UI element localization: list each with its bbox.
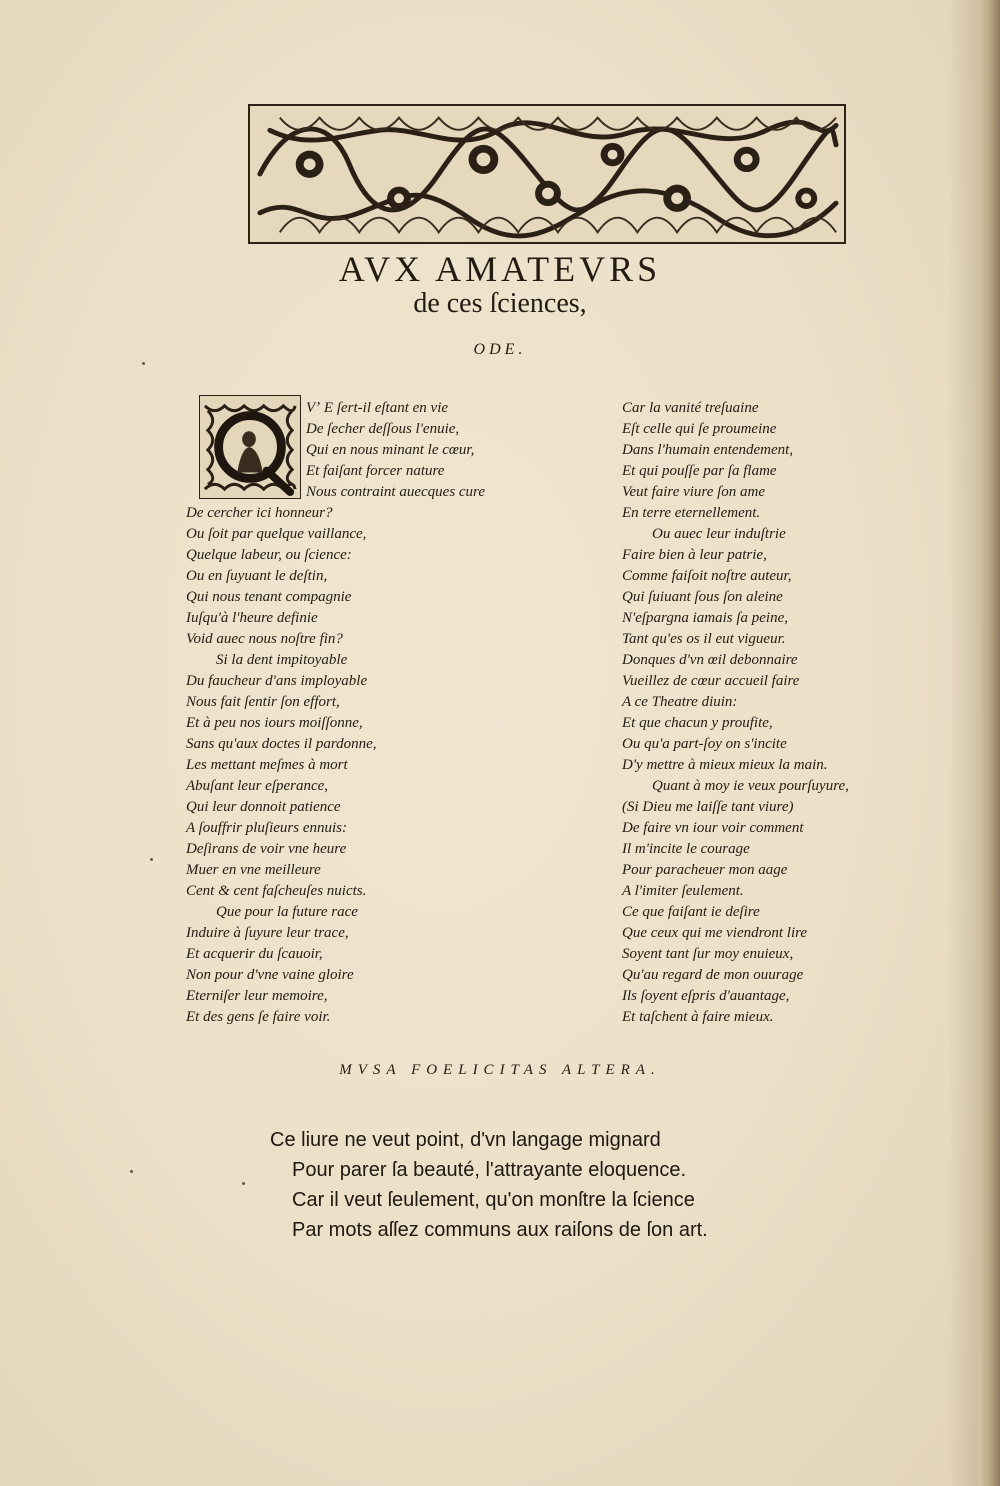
page-title: AVX AMATEVRS (338, 249, 662, 289)
verse-line: Ce liure ne veut point, d'vn langage mignard (270, 1129, 661, 1151)
poem-line: Cent & cent faſcheuſes nuicts. (186, 883, 367, 899)
poem-line: En terre eternellement. (622, 505, 761, 521)
poem-line: Quelque labeur, ou ſcience: (186, 547, 352, 563)
poem-line: Vueillez de cœur accueil faire (622, 673, 800, 689)
poem-line: Ou qu'a part-ſoy on s'incite (622, 736, 787, 752)
poem-line: Abuſant leur eſperance, (186, 778, 329, 794)
ode-label: ODE. (473, 341, 527, 358)
poem-line: Et qui pouſſe par ſa flame (622, 463, 777, 479)
poem-line: A ce Theatre diuin: (622, 694, 738, 710)
poem-line: Nous fait ſentir ſon effort, (186, 694, 340, 710)
poem-line: Ou auec leur induſtrie (652, 526, 786, 542)
poem-line: Que ceux qui me viendront lire (622, 925, 808, 941)
poem-line: N'eſpargna iamais ſa peine, (622, 610, 788, 626)
poem-line: D'y mettre à mieux mieux la main. (622, 757, 828, 773)
poem-line: Qu'au regard de mon ouurage (622, 967, 804, 983)
drop-cap-icon (199, 395, 301, 499)
poem-line: Faire bien à leur patrie, (622, 547, 767, 563)
verse-line: Par mots aſſez communs aux raiſons de ſon art. (292, 1219, 708, 1241)
poem-line: Si la dent impitoyable (216, 652, 348, 668)
ink-speck (150, 858, 153, 861)
poem-line: Dans l'humain entendement, (622, 442, 794, 458)
page-subtitle: de ces ſciences, (413, 288, 587, 319)
poem-line: A ſouffrir pluſieurs ennuis: (186, 820, 347, 836)
poem-line: Vʼ E ſert-il eſtant en vie (306, 400, 449, 416)
verse-line: Pour parer ſa beauté, l'attrayante eloquence. (292, 1159, 687, 1181)
poem-line: Du faucheur d'ans imployable (186, 673, 368, 689)
poem-line: De cercher ici honneur? (186, 505, 333, 521)
poem-line: Il m'incite le courage (622, 841, 750, 857)
poem-line: Iuſqu'à l'heure definie (186, 610, 318, 626)
poem-line: Que pour la future race (216, 904, 358, 920)
poem-line: Eſt celle qui ſe proumeine (622, 421, 777, 437)
poem-line: Soyent tant ſur moy enuieux, (622, 946, 794, 962)
poem-line: Et taſchent à faire mieux. (622, 1009, 774, 1025)
poem-line: Non pour d'vne vaine gloire (186, 967, 354, 983)
poem-line: Nous contraint auecques cure (306, 484, 485, 500)
poem-line: Void auec nous noſtre fin? (186, 631, 343, 647)
poem-line: Les mettant meſmes à mort (186, 757, 348, 773)
poem-line: De faire vn iour voir comment (622, 820, 804, 836)
poem-line: Donques d'vn œil debonnaire (622, 652, 798, 668)
poem-opening-lines (306, 398, 485, 503)
poem-line: Muer en vne meilleure (186, 862, 321, 878)
poem-right-column (622, 398, 849, 1028)
poem-line: Qui nous tenant compagnie (186, 589, 352, 605)
poem-line: Car la vanité treſuaine (622, 400, 759, 416)
latin-motto: MVSA FOELICITAS ALTERA. (339, 1062, 661, 1078)
poem-line: Deſirans de voir vne heure (186, 841, 347, 857)
poem-line: Veut faire viure ſon ame (622, 484, 766, 500)
poem-line: Et que chacun y proufite, (622, 715, 773, 731)
poem-line: Ce que faiſant ie deſire (622, 904, 760, 920)
ornamental-banner-icon (248, 104, 846, 244)
poem-line: Comme faiſoit noſtre auteur, (622, 568, 792, 584)
ink-speck (130, 1170, 133, 1173)
poem-line: Qui en nous minant le cœur, (306, 442, 475, 458)
poem-line: Ils ſoyent eſpris d'auantage, (622, 988, 790, 1004)
poem-line: De ſecher deſſous l'enuie, (306, 421, 460, 437)
poem-line: Et à peu nos iours moiſſonne, (186, 715, 363, 731)
poem-line: Ou ſoit par quelque vaillance, (186, 526, 367, 542)
poem-line: Ou en ſuyuant le deſtin, (186, 568, 328, 584)
poem-line: Qui leur donnoit patience (186, 799, 341, 815)
book-gutter (978, 0, 1000, 1486)
poem-line: A l'imiter ſeulement. (622, 883, 744, 899)
ink-speck (142, 362, 145, 365)
poem-left-column (186, 503, 377, 1028)
poem-line: Quant à moy ie veux pourſuyure, (652, 778, 849, 794)
poem-line: Sans qu'aux doctes il pardonne, (186, 736, 377, 752)
poem-line: Et faiſant forcer nature (306, 463, 445, 479)
poem-line: Tant qu'es os il eut vigueur. (622, 631, 786, 647)
page-edge-shadow (948, 0, 978, 1486)
poem-line: (Si Dieu me laiſſe tant viure) (622, 799, 794, 815)
verse-line: Car il veut ſeulement, qu'on monſtre la ſcience (292, 1189, 695, 1211)
poem-line: Induire à ſuyure leur trace, (186, 925, 349, 941)
closing-verse (270, 1125, 708, 1245)
poem-line: Pour paracheuer mon aage (622, 862, 788, 878)
poem-line: Et des gens ſe faire voir. (186, 1009, 331, 1025)
poem-line: Qui ſuiuant ſous ſon aleine (622, 589, 783, 605)
ink-speck (242, 1182, 245, 1185)
poem-line: Et acquerir du ſcauoir, (186, 946, 323, 962)
poem-line: Eterniſer leur memoire, (186, 988, 328, 1004)
